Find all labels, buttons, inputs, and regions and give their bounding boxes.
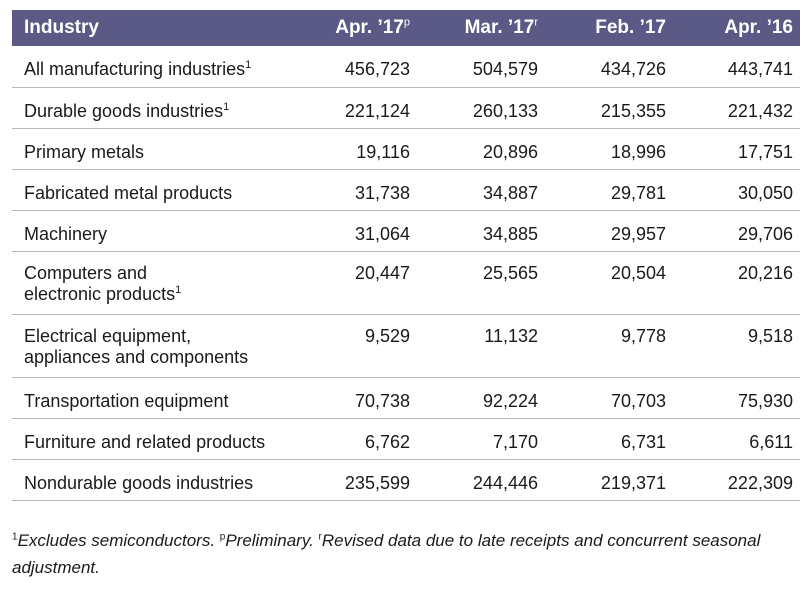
- value-cell: 235,599: [307, 459, 420, 500]
- footnote-mark-r: r: [318, 531, 322, 543]
- value-cell: 9,518: [676, 314, 800, 377]
- value-cell: 260,133: [420, 87, 548, 128]
- industry-cell: [12, 46, 307, 87]
- footnote-mark-1: 1: [12, 531, 18, 543]
- industry-label: Computers and electronic products: [24, 262, 176, 304]
- industry-cell: [12, 87, 307, 128]
- value-cell: 9,778: [548, 314, 676, 377]
- industry-label: Furniture and related products: [24, 431, 266, 452]
- industry-cell: [12, 418, 307, 459]
- industry-label: Machinery: [24, 223, 108, 244]
- value-cell: 11,132: [420, 314, 548, 377]
- value-cell: 434,726: [548, 46, 676, 87]
- value-cell: 29,781: [548, 169, 676, 210]
- footnote-mark-p: p: [219, 531, 226, 543]
- column-header-feb-17: Feb. ’17: [595, 17, 666, 38]
- value-cell: 6,762: [307, 418, 420, 459]
- footnote: [12, 527, 782, 581]
- value-cell: 31,738: [307, 169, 420, 210]
- value-cell: 443,741: [676, 46, 800, 87]
- value-cell: 34,887: [420, 169, 548, 210]
- preliminary-mark: p: [403, 16, 410, 29]
- value-cell: 19,116: [307, 128, 420, 169]
- table-row: [12, 210, 800, 251]
- value-cell: 9,529: [307, 314, 420, 377]
- footnote-text-2: Preliminary.: [225, 531, 319, 550]
- value-cell: 20,447: [307, 251, 420, 314]
- footnote-ref: 1: [245, 59, 252, 71]
- table-row: [12, 128, 800, 169]
- table-row: [12, 459, 800, 500]
- footnote-ref: 1: [223, 100, 230, 113]
- value-cell: 30,050: [676, 169, 800, 210]
- value-cell: 215,355: [548, 87, 676, 128]
- value-cell: 25,565: [420, 251, 548, 314]
- column-header-apr-17: Apr. ’17$^p$: [335, 16, 410, 38]
- table-row: [12, 377, 800, 418]
- value-cell: 504,579: [420, 46, 548, 87]
- industry-cell: [12, 314, 307, 377]
- value-cell: 221,432: [676, 87, 800, 128]
- value-cell: 456,723: [307, 46, 420, 87]
- table-row: [12, 46, 800, 87]
- industry-label: All manufacturing industries: [24, 59, 246, 79]
- industry-cell: [12, 459, 307, 500]
- footnote-text-1: Excludes semiconductors.: [17, 531, 220, 550]
- value-cell: 219,371: [548, 459, 676, 500]
- industry-label: Transportation equipment: [24, 390, 229, 411]
- table-row: [12, 169, 800, 210]
- value-cell: 29,706: [676, 210, 800, 251]
- industry-label: Electrical equipment, appliances and components: [24, 325, 249, 367]
- table-row: [12, 87, 800, 128]
- footnote-text-3: Revised data due to late receipts and concurrent seasonal adjustment.: [12, 531, 761, 577]
- value-cell: 18,996: [548, 128, 676, 169]
- table-row: [12, 418, 800, 459]
- table-header-row: [12, 10, 800, 46]
- value-cell: 222,309: [676, 459, 800, 500]
- value-cell: 31,064: [307, 210, 420, 251]
- industry-cell: [12, 210, 307, 251]
- value-cell: 92,224: [420, 377, 548, 418]
- value-cell: 17,751: [676, 128, 800, 169]
- column-header-mar-17: Mar. ’17$^r$: [464, 16, 538, 38]
- value-cell: 70,738: [307, 377, 420, 418]
- column-header-industry: Industry: [24, 17, 99, 38]
- table-body: [12, 46, 800, 500]
- industry-cell: [12, 169, 307, 210]
- value-cell: 75,930: [676, 377, 800, 418]
- value-cell: 7,170: [420, 418, 548, 459]
- industry-label: Fabricated metal products: [24, 182, 233, 203]
- shipments-table: [12, 10, 800, 501]
- value-cell: 29,957: [548, 210, 676, 251]
- column-header-apr-16: Apr. ’16: [724, 17, 793, 38]
- table-row: [12, 314, 800, 377]
- footnote-ref: 1: [175, 283, 182, 296]
- industry-cell: [12, 377, 307, 418]
- table-row: [12, 251, 800, 314]
- value-cell: 244,446: [420, 459, 548, 500]
- industry-cell: [12, 251, 307, 314]
- value-cell: 70,703: [548, 377, 676, 418]
- value-cell: 20,504: [548, 251, 676, 314]
- value-cell: 6,611: [676, 418, 800, 459]
- value-cell: 221,124: [307, 87, 420, 128]
- value-cell: 34,885: [420, 210, 548, 251]
- value-cell: 20,896: [420, 128, 548, 169]
- revised-mark: r: [534, 16, 538, 29]
- industry-label: Nondurable goods industries: [24, 472, 254, 493]
- industry-cell: [12, 128, 307, 169]
- industry-label: Primary metals: [24, 141, 145, 162]
- industry-label: Durable goods industries: [24, 100, 224, 121]
- value-cell: 20,216: [676, 251, 800, 314]
- value-cell: 6,731: [548, 418, 676, 459]
